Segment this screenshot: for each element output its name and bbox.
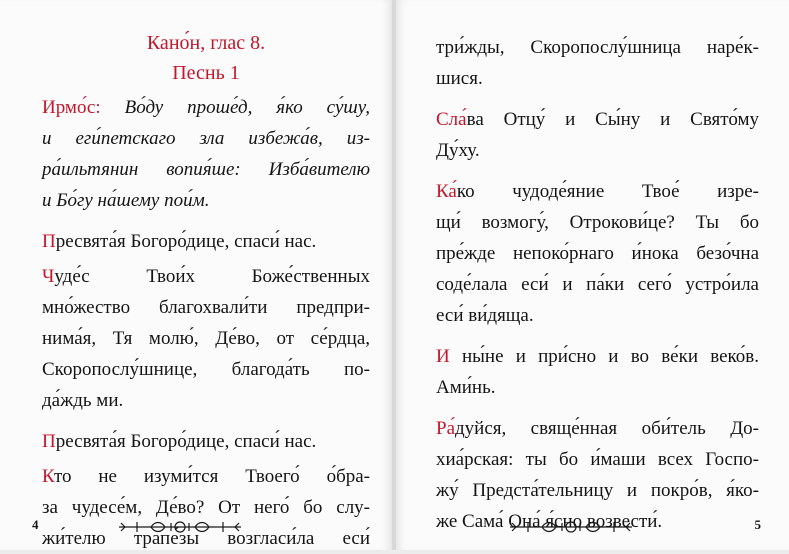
irmos-line: Во́ду проше́д, я́ко су́шу, — [124, 97, 370, 118]
refrain-paragraph — [42, 426, 370, 457]
ode-title: Песнь 1 — [172, 62, 240, 84]
drop-initial: П — [42, 431, 56, 452]
scroll-divider-icon — [117, 518, 243, 536]
troparion-line: жу́ Предста́тельницу и покро́в, я́ко- — [436, 480, 759, 501]
drop-initial: Ка — [436, 181, 457, 202]
right-page — [396, 0, 789, 550]
refrain-paragraph — [42, 226, 370, 257]
continuation-paragraph — [436, 32, 759, 94]
left-page — [0, 0, 392, 550]
refrain-text: ресвята́я Богоро́дице, спаси́ нас. — [55, 231, 317, 252]
page-number: 4 — [32, 517, 39, 532]
irmos-line: ра́ильтянин вопия́ше: Изба́вителю — [42, 159, 370, 180]
troparion-line: да́ждь ми. — [42, 390, 124, 411]
drop-initial: Сла — [436, 109, 467, 130]
glory-line: ́ва Отцу́ и Сы́ну и Свято́му — [466, 109, 759, 130]
scroll-divider-icon — [508, 518, 634, 536]
irmos-line: и еги́петскаго зла избежа́в, из- — [42, 128, 370, 149]
glory-line: Ду́ху. — [436, 140, 480, 161]
continuation-line: шися. — [436, 68, 483, 89]
troparion-line: щи́ возмогу́, Отрокови́це? Ты бо — [436, 212, 759, 233]
glory-paragraph — [436, 104, 759, 166]
troparion-line: Скоропослу́шнице, благода́ть по- — [42, 359, 370, 380]
troparion-line: ́ко чудоде́яние Твое́ изре- — [456, 181, 759, 202]
troparion-line: жи́телю трапе́зы возгласи́ла еси́ — [42, 528, 370, 549]
troparion-line: еси́ ви́дяща. — [436, 305, 534, 326]
troparion-line: хиа́рская: ты бо и́маши всех Госпо- — [436, 449, 759, 470]
page-number: 5 — [754, 517, 761, 532]
continuation-line: три́жды, Скоропослу́шница наре́к- — [436, 37, 759, 58]
drop-initial: И — [436, 346, 450, 367]
troparion-line: уде́с Твои́х Боже́ственных — [54, 266, 370, 287]
troparion-paragraph — [436, 176, 759, 331]
troparion-paragraph — [42, 261, 370, 416]
troparion-line: то не изуми́тся Твоего́ о́бра- — [53, 466, 370, 487]
drop-initial: К — [42, 466, 54, 487]
troparion-line: пре́жде непоко́рнаго и́нока безо́чна — [436, 243, 759, 264]
troparion-line: ́дуйся, свяще́нная оби́тель До- — [455, 418, 759, 439]
irmos-line: и Бо́гу на́шему пои́м. — [42, 190, 210, 211]
irmos-label: Ирмо́с: — [42, 97, 101, 118]
troparion-line: за чудесе́м, Де́во? От него́ бо слу- — [42, 497, 370, 518]
drop-initial: Ч — [42, 266, 55, 287]
drop-initial: Ра — [436, 418, 455, 439]
irmos-paragraph — [42, 92, 370, 216]
now-paragraph — [436, 341, 759, 403]
troparion-line: нима́я, Тя молю́, Де́во, от се́рдца, — [42, 328, 370, 349]
troparion-line: же Сама́ Она́ я́сно возвести́. — [436, 511, 663, 532]
now-line: ны́не и при́сно и во ве́ки веко́в. — [449, 346, 759, 367]
troparion-paragraph — [42, 461, 370, 554]
troparion-line: мно́жество благохвали́ти предпри- — [42, 297, 370, 318]
troparion-line: соде́лала еси́ и па́ки сего́ устро́ила — [436, 274, 759, 295]
drop-initial: П — [42, 231, 56, 252]
now-line: Ами́нь. — [436, 377, 496, 398]
canon-title: Кано́н, глас 8. — [146, 32, 266, 54]
refrain-text: ресвята́я Богоро́дице, спаси́ нас. — [55, 431, 317, 452]
